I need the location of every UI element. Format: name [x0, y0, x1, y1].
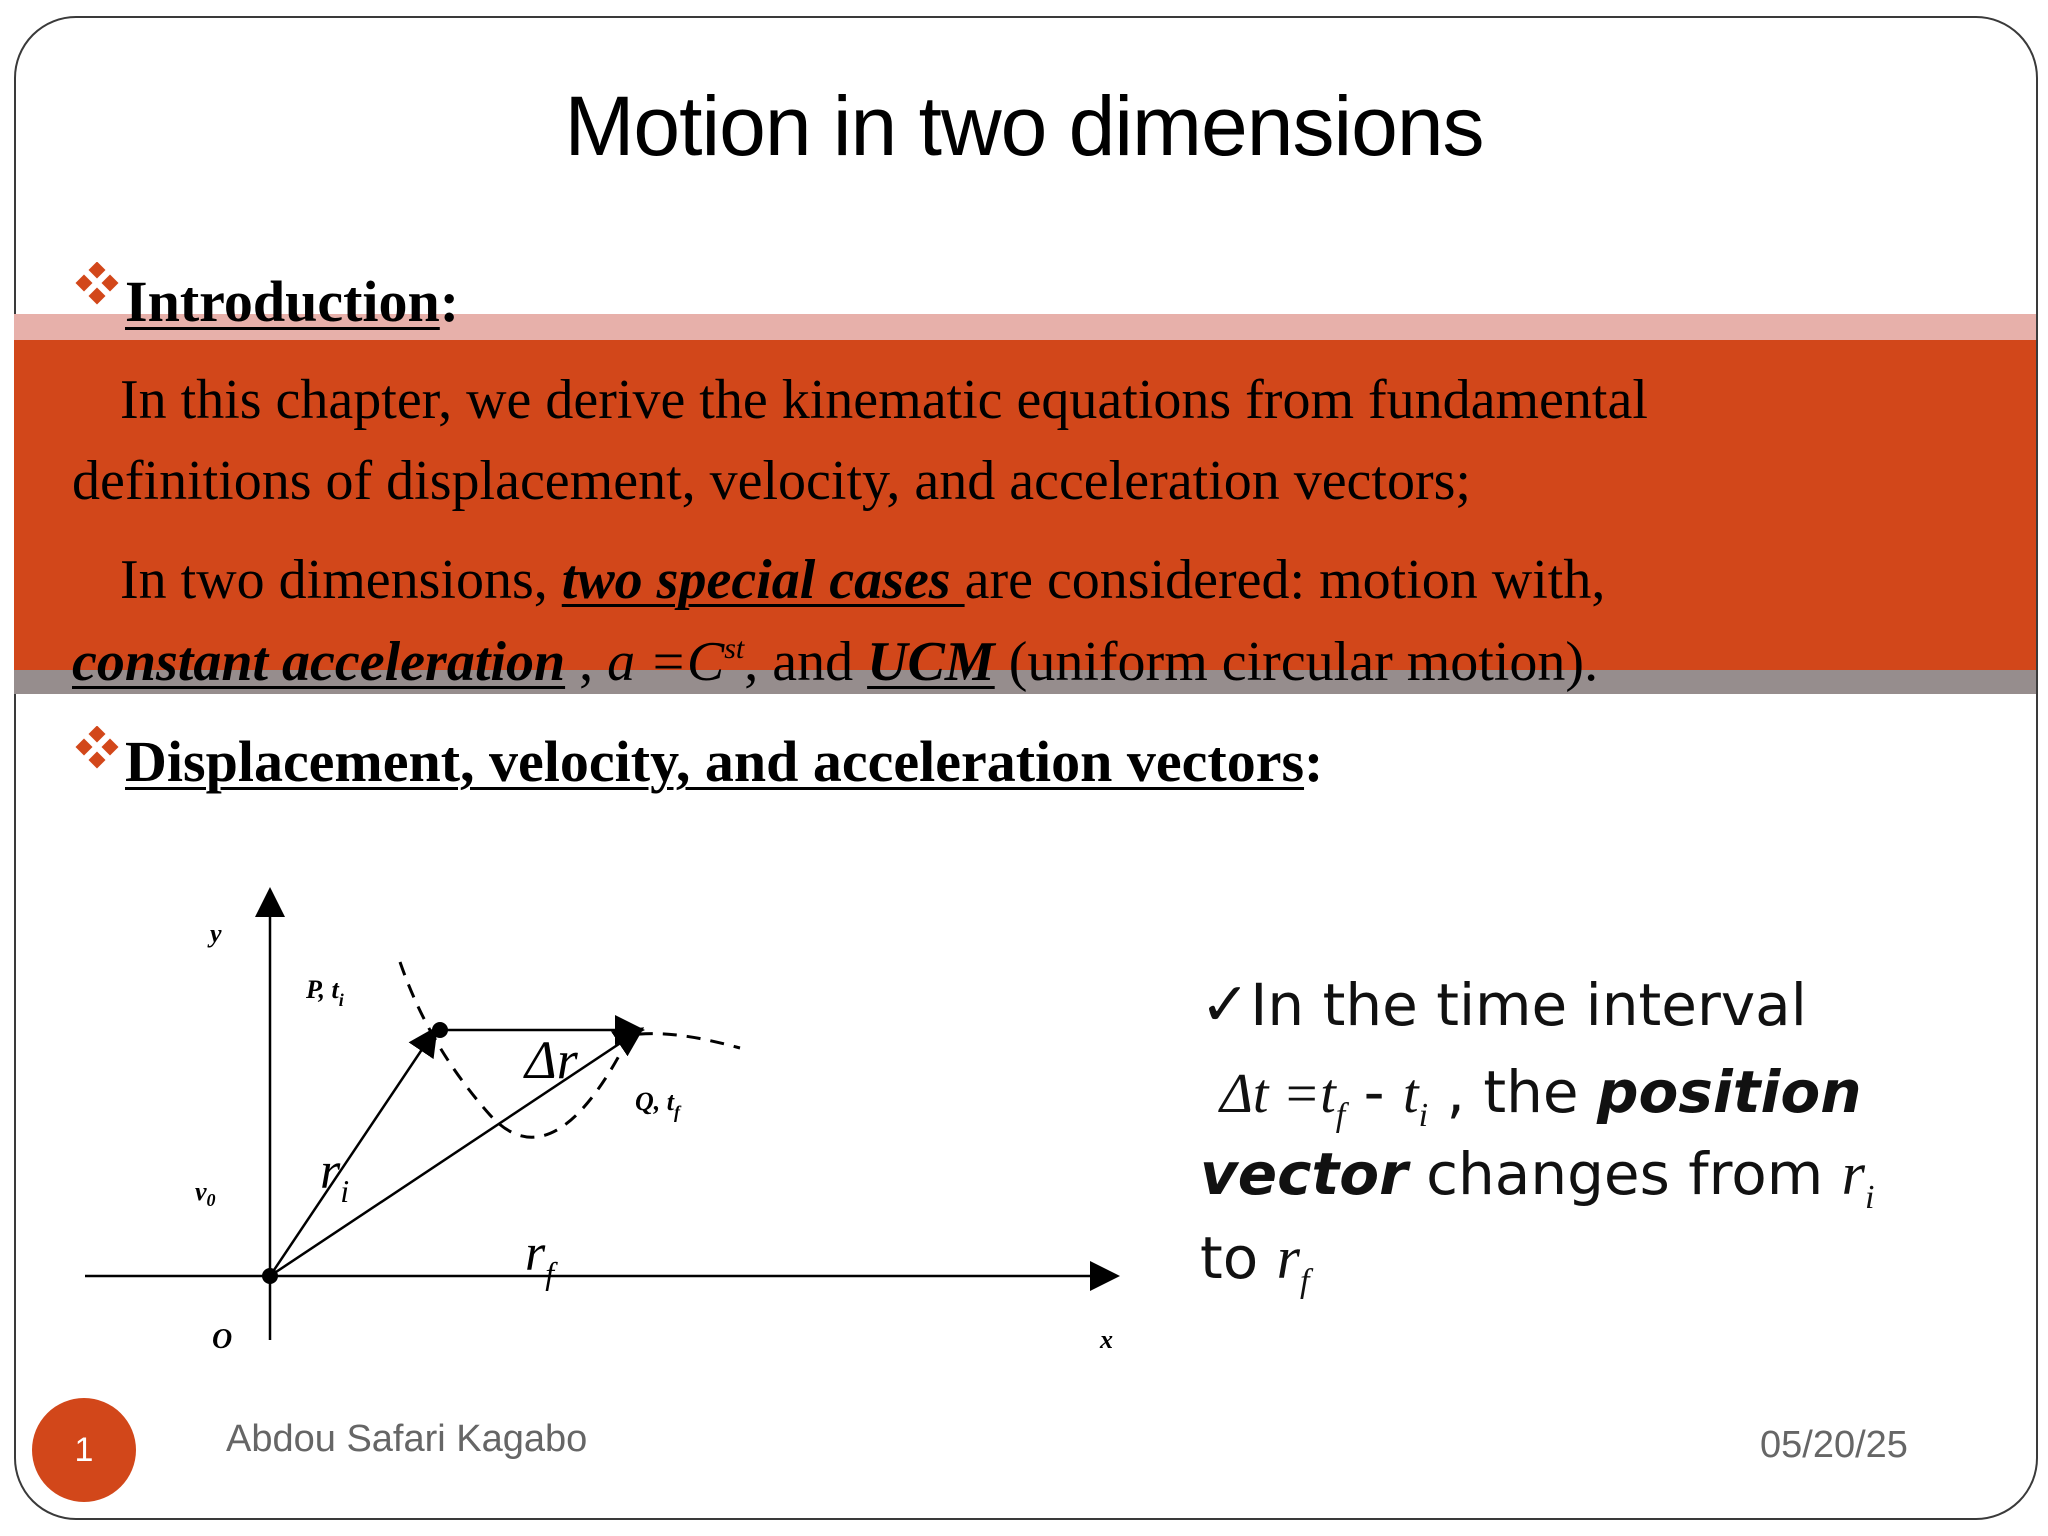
slide-number-badge: 1 [32, 1398, 136, 1502]
intro-para2: In two dimensions, two special cases are considered: motion with, [120, 549, 1606, 611]
p-label: P, $t_i$ [306, 975, 344, 1010]
x-axis-label: x [1100, 1325, 1113, 1354]
intro-para1-line2: definitions of displacement, velocity, and acceleration vectors; [72, 450, 1471, 512]
ri-vector [270, 1030, 435, 1276]
footer-date: 05/20/25 [1760, 1424, 1908, 1466]
v0-label: $v_0$ [195, 1177, 216, 1210]
displacement-diagram [70, 870, 1150, 1370]
origin-label: O [212, 1324, 233, 1355]
checkmark-icon: ✓ [1200, 970, 1251, 1040]
diamond-bullet-icon [74, 726, 120, 772]
slide-title: Motion in two dimensions [564, 79, 1484, 173]
point-p [432, 1022, 448, 1038]
side-line1: ✓In the time interval [1200, 970, 1807, 1040]
side-line4: to $r_f$ [1200, 1224, 1310, 1300]
intro-para3: constant acceleration , a =Cst, and UCM (uniform circular motion). [72, 631, 1599, 693]
section2-heading: Displacement, velocity, and acceleration vectors: [125, 729, 1324, 794]
intro-para1-line1: In this chapter, we derive the kinematic equations from fundamental [120, 369, 1648, 431]
side-line3: vector changes from $r_i$ [1200, 1140, 1875, 1216]
side-line2: $\Delta t =t_f - t_i$ , the position [1220, 1058, 1862, 1134]
rf-label: $r_f$ [525, 1225, 555, 1291]
q-label: Q, $t_f$ [635, 1087, 680, 1122]
ri-label: $r_i$ [320, 1143, 350, 1209]
footer-author: Abdou Safari Kagabo [226, 1418, 588, 1460]
y-axis-label: y [210, 919, 222, 948]
origin-point [262, 1268, 278, 1284]
diamond-bullet-icon [74, 262, 120, 308]
intro-heading: Introduction: [125, 269, 460, 334]
delta-r-label: Δr [525, 1030, 578, 1090]
